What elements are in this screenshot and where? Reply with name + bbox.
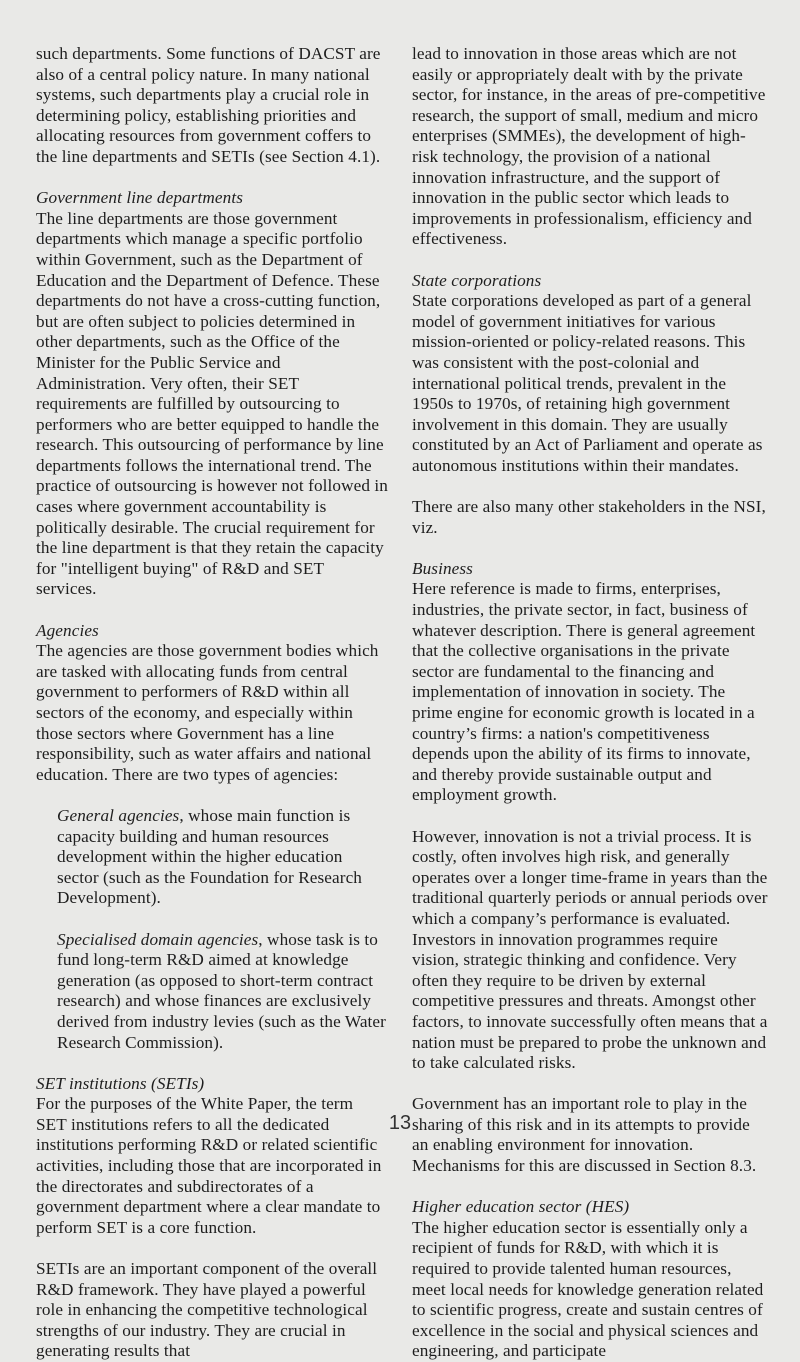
specialised-agencies-paragraph — [36, 930, 388, 1054]
heading-hes: Higher education sector (HES) — [412, 1197, 630, 1217]
business-paragraph: Here reference is made to firms, enterprises, industries, the private sector, in fact, business of whatever description. There is general agreement that the collective organisations in the private sector are fundamental to the financing and implementation of innovation in society. The prime engine for economic growth is located in a country’s firms: a nation's competitiveness depends upon the ability of its firms to innovate, and thereby provide sustainable output and employment growth. — [412, 579, 756, 805]
left-intro-paragraph: such departments. Some functions of DACST are also of a central policy nature. In many national systems, such departments play a crucial role in determining policy, establishing priorities and allocating resources from government coffers to the line departments and SETIs (see Section 4.1). — [36, 44, 381, 166]
specialised-agencies-term: Specialised domain agencies — [57, 929, 259, 949]
left-column — [36, 44, 388, 1362]
state-corporations-paragraph: State corporations developed as part of a general model of government initiatives for various mission-oriented or policy-related reasons. This was consistent with the post-colonial and international political trends, prevalent in the 1950s to 1970s, of retaining high government involvement in this domain. They are usually constituted by an Act of Parliament and operate as autonomous institutions within their mandates. — [412, 291, 763, 475]
business-paragraph-2: However, innovation is not a trivial process. It is costly, often involves high risk, and generally operates over a longer time-frame in years than the traditional quarterly periods or annual periods over which a company’s performance is evaluated. Investors in innovation programmes require vision, strategic thinking and confidence. Very often they require to be driven by external competitive pressures and threats. Amongst other factors, to innovate successfully often means that a nation must be prepared to probe the unknown and to take calculated risks. — [412, 826, 768, 1073]
general-agencies-term: General agencies — [57, 805, 180, 825]
business-paragraph-3: Government has an important role to play in the sharing of this risk and in its attempts to provide an enabling environment for innovation. Mechanisms for this are discussed in Section 8.3. — [412, 1094, 757, 1176]
heading-state-corporations: State corporations — [412, 270, 542, 290]
stakeholders-paragraph: There are also many other stakeholders in the NSI, viz. — [412, 497, 766, 537]
setis-paragraph: For the purposes of the White Paper, the term SET institutions refers to all the dedicated institutions performing R&D or related scientific activities, including those that are incorporated in the directorates and subdirectorates of a government department where a clear mandate to perform SET is a core function. — [36, 1094, 382, 1237]
right-column — [412, 44, 768, 1362]
hes-paragraph: The higher education sector is essentially only a recipient of funds for R&D, with which it is required to provide talented human resources, meet local needs for knowledge generation related to scientific progress, create and sustain centres of excellence in the social and physical sciences and engineering, and participate — [412, 1217, 764, 1361]
heading-line-departments: Government line departments — [36, 188, 243, 208]
right-intro-paragraph: lead to innovation in those areas which are not easily or appropriately dealt with by the private sector, for instance, in the areas of pre-competitive research, the support of small, medium and micro enterprises (SMMEs), the development of high-risk technology, the provision of a national innovation infrastructure, and the support of innovation in the public sector which leads to improvements in professionalism, efficiency and effectiveness. — [412, 44, 766, 249]
line-departments-paragraph: The line departments are those government departments which manage a specific portfolio within Government, such as the Department of Education and the Department of Defence. These departments do not have a cross-cutting function, but are often subject to policies determined in other departments, such as the Office of the Minister for the Public Service and Administration. Very often, their SET requirements are fulfilled by outsourcing to performers who are better equipped to handle the research. This outsourcing of performance by line departments follows the international trend. The practice of outsourcing is however not followed in cases where government accountability is politically desirable. The crucial requirement for the line department is that they retain the capacity for "intelligent buying" of R&D and SET services. — [36, 208, 388, 599]
setis-paragraph-2: SETIs are an important component of the overall R&D framework. They have played a powerful role in enhancing the competitive technological strengths of our industry. They are crucial in generating results that — [36, 1259, 378, 1361]
page-number: 13 — [388, 1112, 412, 1134]
general-agencies-paragraph — [36, 806, 388, 909]
heading-agencies: Agencies — [36, 620, 99, 640]
heading-business: Business — [412, 558, 473, 578]
agencies-paragraph: The agencies are those government bodies which are tasked with allocating funds from central government to performers of R&D within all sectors of the economy, and especially within those sectors where Government has a line responsibility, such as water affairs and national education. There are two types of agencies: — [36, 641, 379, 784]
general-agencies-text: , whose main function is capacity building and human resources development within the higher education sector (such as the Foundation for Research Development). — [57, 805, 362, 908]
specialised-agencies-text: , whose task is to fund long-term R&D aimed at knowledge generation (as opposed to short-term contract research) and whose finances are exclusively derived from industry levies (such as the Water Research Commission). — [57, 929, 386, 1052]
heading-setis: SET institutions (SETIs) — [36, 1073, 205, 1093]
